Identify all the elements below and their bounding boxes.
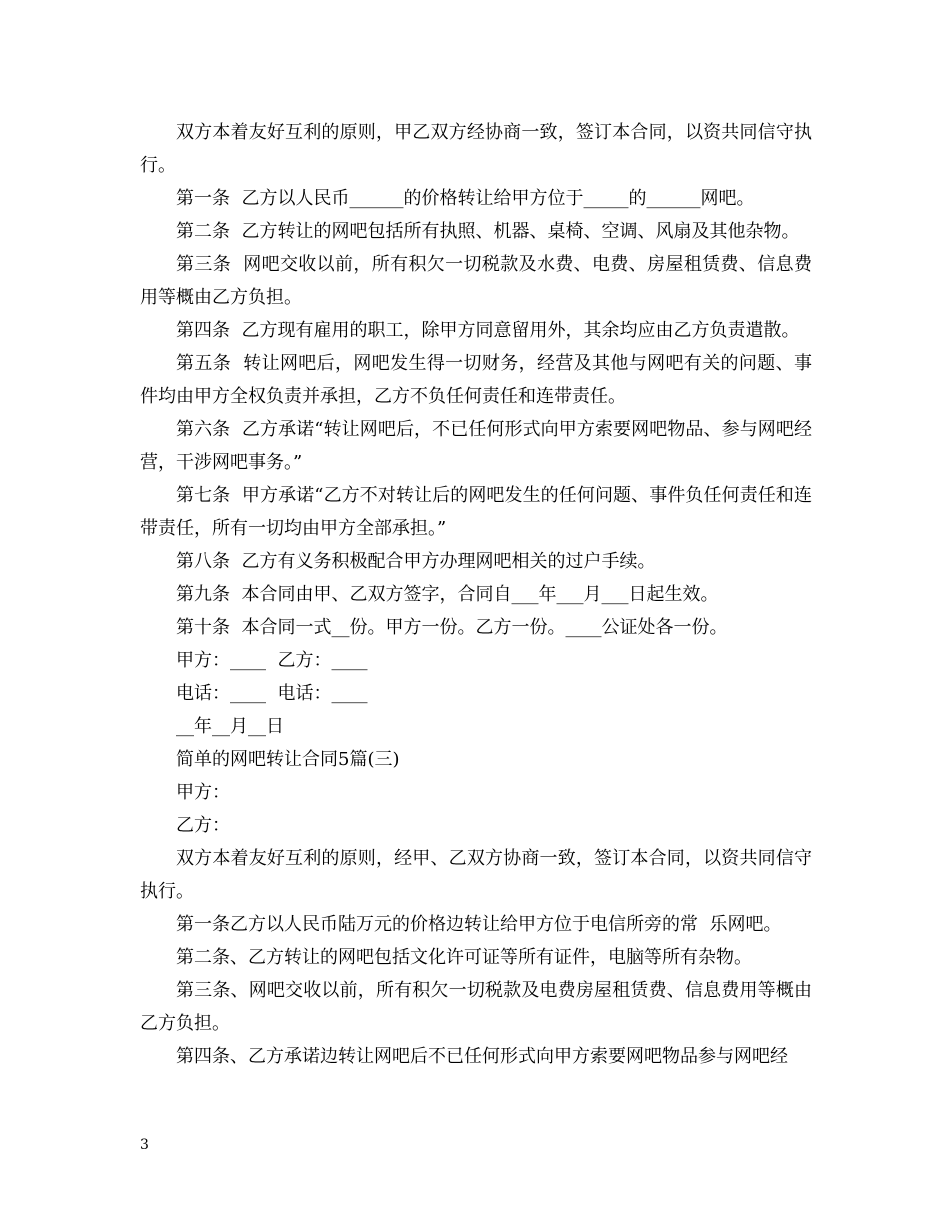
section-title: 简单的网吧转让合同5篇(三)	[176, 749, 400, 770]
intro-paragraph: 双方本着友好互利的原则，甲乙双方经协商一致，签订本合同，以资共同信守执行。	[140, 122, 812, 176]
article-6: 第六条 乙方承诺“转让网吧后，不已任何形式向甲方索要网吧物品、参与网吧经营，干涉网吧事务。”	[140, 419, 812, 473]
article-10: 第十条 本合同一式__份。甲方一份。乙方一份。____公证处各一份。	[176, 617, 728, 638]
article-1: 第一条 乙方以人民币______的价格转让给甲方位于_____的______网吧。	[176, 188, 755, 209]
article-7: 第七条 甲方承诺“乙方不对转让后的网吧发生的任何问题、事件负任何责任和连带责任，所有一切均由甲方全部承担。”	[140, 485, 812, 539]
article-2: 第二条 乙方转让的网吧包括所有执照、机器、桌椅、空调、风扇及其他杂物。	[176, 221, 800, 242]
page-number: 3	[140, 1137, 149, 1153]
article-3-b: 第三条、网吧交收以前，所有积欠一切税款及电费房屋租赁费、信息费用等概由乙方负担。	[140, 980, 812, 1034]
article-3: 第三条 网吧交收以前，所有积欠一切税款及水费、电费、房屋租赁费、信息费用等概由乙方负担。	[140, 254, 812, 308]
party-a-label: 甲方：	[176, 782, 230, 803]
party-b-label: 乙方：	[176, 815, 230, 836]
article-5: 第五条 转让网吧后，网吧发生得一切财务，经营及其他与网吧有关的问题、事件均由甲方全权负责并承担，乙方不负任何责任和连带责任。	[140, 353, 812, 407]
article-2-b: 第二条、乙方转让的网吧包括文化许可证等所有证件，电脑等所有杂物。	[176, 947, 752, 968]
article-8: 第八条 乙方有义务积极配合甲方办理网吧相关的过户手续。	[176, 551, 656, 572]
signature-parties-line: 甲方：____ 乙方：____	[176, 650, 368, 671]
intro-paragraph-2: 双方本着友好互利的原则，经甲、乙双方协商一致，签订本合同，以资共同信守执行。	[140, 848, 812, 902]
article-1-b: 第一条乙方以人民币陆万元的价格边转让给甲方位于电信所旁的常 乐网吧。	[176, 914, 782, 935]
article-4-b: 第四条、乙方承诺边转让网吧后不已任何形式向甲方索要网吧物品参与网吧经	[176, 1046, 788, 1067]
signature-date-line: __年__月__日	[176, 716, 284, 737]
article-9: 第九条 本合同由甲、乙双方签字，合同自___年___月___日起生效。	[176, 584, 719, 605]
article-4: 第四条 乙方现有雇用的职工，除甲方同意留用外，其余均应由乙方负责遣散。	[176, 320, 800, 341]
document-body	[140, 116, 812, 1073]
signature-phone-line: 电话：____ 电话：____	[176, 683, 368, 704]
